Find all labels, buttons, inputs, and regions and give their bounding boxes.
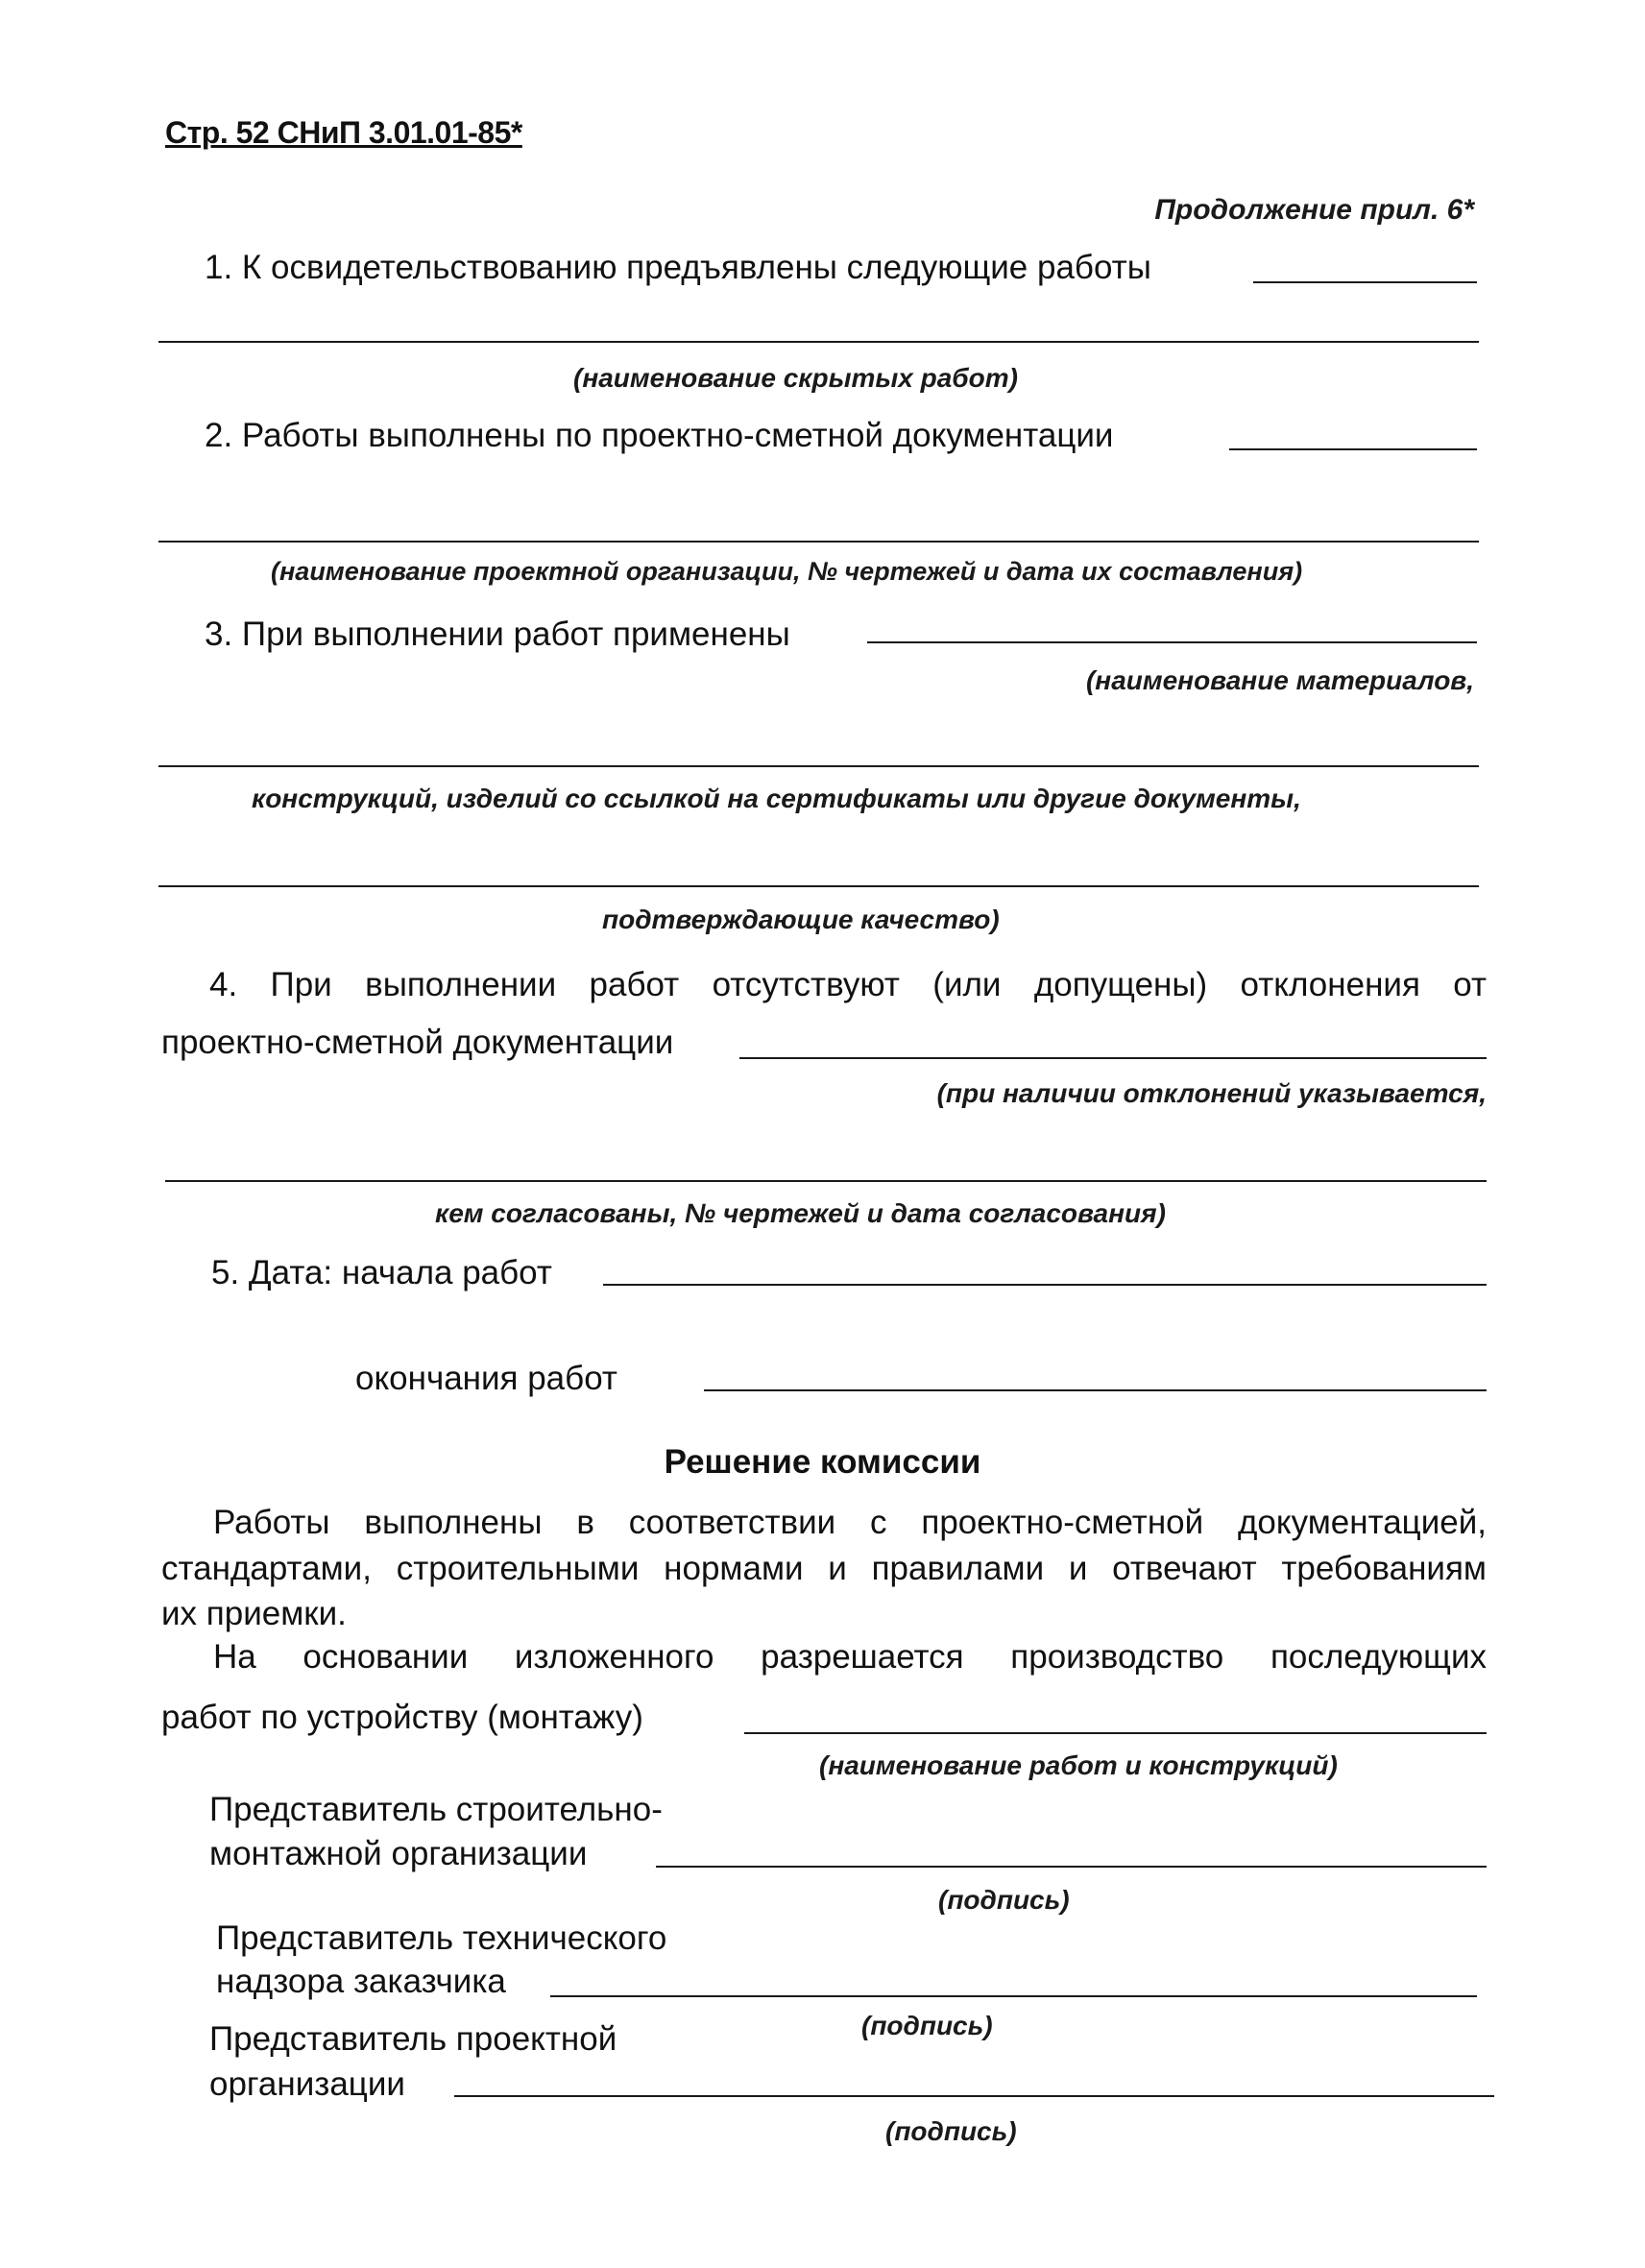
rep3-caption: (подпись) [885,2116,1017,2146]
decision-blank [744,1732,1487,1734]
item-3-caption-1: (наименование материалов, [1085,665,1474,695]
item-2-caption: (наименование проектной организации, № чертежей и дата их составления) [271,557,1303,586]
item-1-blank [1253,281,1477,283]
item-1-line [158,341,1479,343]
rep2-line1: Представитель технического [216,1919,667,1957]
decision-title: Решение комиссии [664,1443,981,1481]
rep2-caption: (подпись) [861,2011,993,2040]
continuation-label: Продолжение прил. 6* [1154,194,1474,226]
item-3-caption-3: подтверждающие качество) [602,905,1000,934]
decision-para2-line1: На основании изложенного разрешается производство последующих [213,1638,1487,1676]
item-5-start-blank [603,1284,1487,1286]
item-4-caption-2: кем согласованы, № чертежей и дата согласования) [435,1198,1166,1228]
item-1-caption: (наименование скрытых работ) [573,363,1018,393]
rep1-caption: (подпись) [938,1885,1070,1915]
item-5-text: 5. Дата: начала работ [211,1254,552,1291]
decision-para1-line3: их приемки. [161,1595,347,1632]
item-2-blank [1229,448,1477,450]
page-header: Стр. 52 СНиП 3.01.01-85* [165,115,522,150]
rep3-signature-line [454,2095,1494,2097]
item-4-line [165,1180,1487,1182]
item-3-text: 3. При выполнении работ применены [205,615,790,653]
item-1-text: 1. К освидетельствованию предъявлены следующие работы [205,249,1151,286]
rep2-line2: надзора заказчика [216,1963,506,2000]
item-3-blank [867,641,1477,643]
item-3-line-2 [158,885,1479,887]
item-4-blank [739,1057,1487,1059]
rep3-line2: организации [209,2065,405,2103]
item-5-end-label: окончания работ [355,1360,617,1397]
rep1-signature-line [656,1866,1487,1868]
item-3-line-1 [158,765,1479,767]
item-3-caption-2: конструкций, изделий со ссылкой на сертификаты или другие документы, [252,784,1301,813]
item-4-line-1: 4. При выполнении работ отсутствуют (или допущены) отклонения от [209,966,1487,1003]
decision-para1-line1: Работы выполнены в соответствии с проектно-сметной документацией, [213,1504,1487,1541]
rep2-signature-line [550,1995,1477,1997]
item-4-caption-1: (при наличии отклонений указывается, [936,1078,1487,1108]
item-4-line-2: проектно-сметной документации [161,1024,674,1061]
item-2-line [158,541,1479,543]
rep1-line2: монтажной организации [209,1835,588,1872]
item-5-end-blank [704,1389,1487,1391]
rep1-line1: Представитель строительно- [209,1791,663,1828]
rep3-line1: Представитель проектной [209,2020,617,2058]
item-2-text: 2. Работы выполнены по проектно-сметной документации [205,417,1114,454]
decision-para1-line2: стандартами, строительными нормами и правилами и отвечают требованиям [161,1550,1487,1587]
decision-para2-line2: работ по устройству (монтажу) [161,1699,643,1736]
decision-caption: (наименование работ и конструкций) [819,1750,1338,1780]
